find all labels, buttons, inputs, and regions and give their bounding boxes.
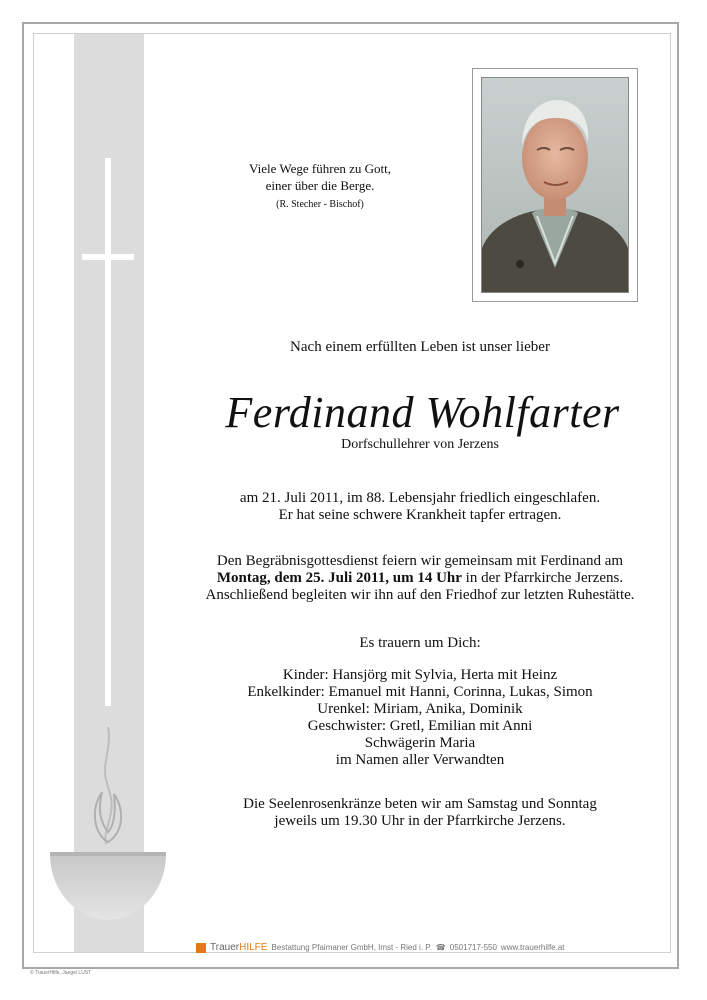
logo-icon [196, 943, 206, 953]
rosary-line-1: Die Seelenrosenkränze beten wir am Samstag und Sonntag [243, 796, 597, 812]
mourner-line: Kinder: Hansjörg mit Sylvia, Herta mit Heinz [282, 667, 558, 683]
mourner-line: Schwägerin Maria [364, 735, 476, 751]
footer-website[interactable]: www.trauerhilfe.at [500, 943, 565, 952]
quote-line-2: einer über die Berge. [265, 178, 375, 193]
footer [196, 942, 616, 953]
logo-part-2: HILFE [239, 942, 268, 953]
portrait-image [482, 78, 628, 292]
cross-arm [82, 254, 134, 260]
cross-icon [105, 158, 111, 706]
service-date: Montag, dem 25. Juli 2011, um 14 Uhr [216, 570, 462, 586]
quote-line-1: Viele Wege führen zu Gott, [249, 161, 391, 176]
quote-author: (R. Stecher - Bischof) [276, 199, 364, 210]
intro-text: Nach einem erfüllten Leben ist unser lieber [290, 339, 550, 355]
portrait-photo [481, 77, 629, 293]
mourner-line: Enkelkinder: Emanuel mit Hanni, Corinna, Lukas, Simon [247, 684, 593, 700]
death-line-1: am 21. Juli 2011, im 88. Lebensjahr friedlich eingeschlafen. [239, 490, 601, 506]
mourner-line: Geschwister: Gretl, Emilian mit Anni [307, 718, 533, 734]
copyright: © TrauerHilfe, Jaegel LUST [30, 970, 92, 976]
logo-part-1: Trauer [210, 942, 240, 953]
bowl-icon [48, 852, 168, 922]
phone-icon: ☎ [435, 943, 446, 952]
mourner-line: im Namen aller Verwandten [335, 752, 505, 768]
logo-text [210, 942, 267, 953]
flame-icon [80, 722, 140, 852]
service-location: in der Pfarrkirche Jerzens. [461, 570, 624, 586]
occupation: Dorfschullehrer von Jerzens [341, 437, 499, 452]
quote [210, 160, 430, 213]
service-line-3: Anschließend begleiten wir ihn auf den Friedhof zur letzten Ruhestätte. [205, 587, 635, 603]
footer-company: Bestattung Pfaimaner GmbH, Imst - Ried i. P. [271, 943, 432, 952]
footer-phone: 0501717-550 [449, 943, 497, 952]
mourners-heading: Es trauern um Dich: [359, 635, 481, 651]
service-line-2 [170, 570, 670, 587]
deceased-name: Ferdinand Wohlfarter [225, 388, 620, 437]
death-notice [170, 490, 670, 524]
death-line-2: Er hat seine schwere Krankheit tapfer ertragen. [278, 507, 562, 523]
mourners-list [170, 667, 670, 769]
mourner-line: Urenkel: Miriam, Anika, Dominik [317, 701, 523, 717]
rosary-line-2: jeweils um 19.30 Uhr in der Pfarrkirche Jerzens. [274, 813, 566, 829]
funeral-service [170, 553, 670, 604]
service-line-1: Den Begräbnisgottesdienst feiern wir gemeinsam mit Ferdinand am [216, 553, 624, 569]
rosary-notice [170, 796, 670, 830]
